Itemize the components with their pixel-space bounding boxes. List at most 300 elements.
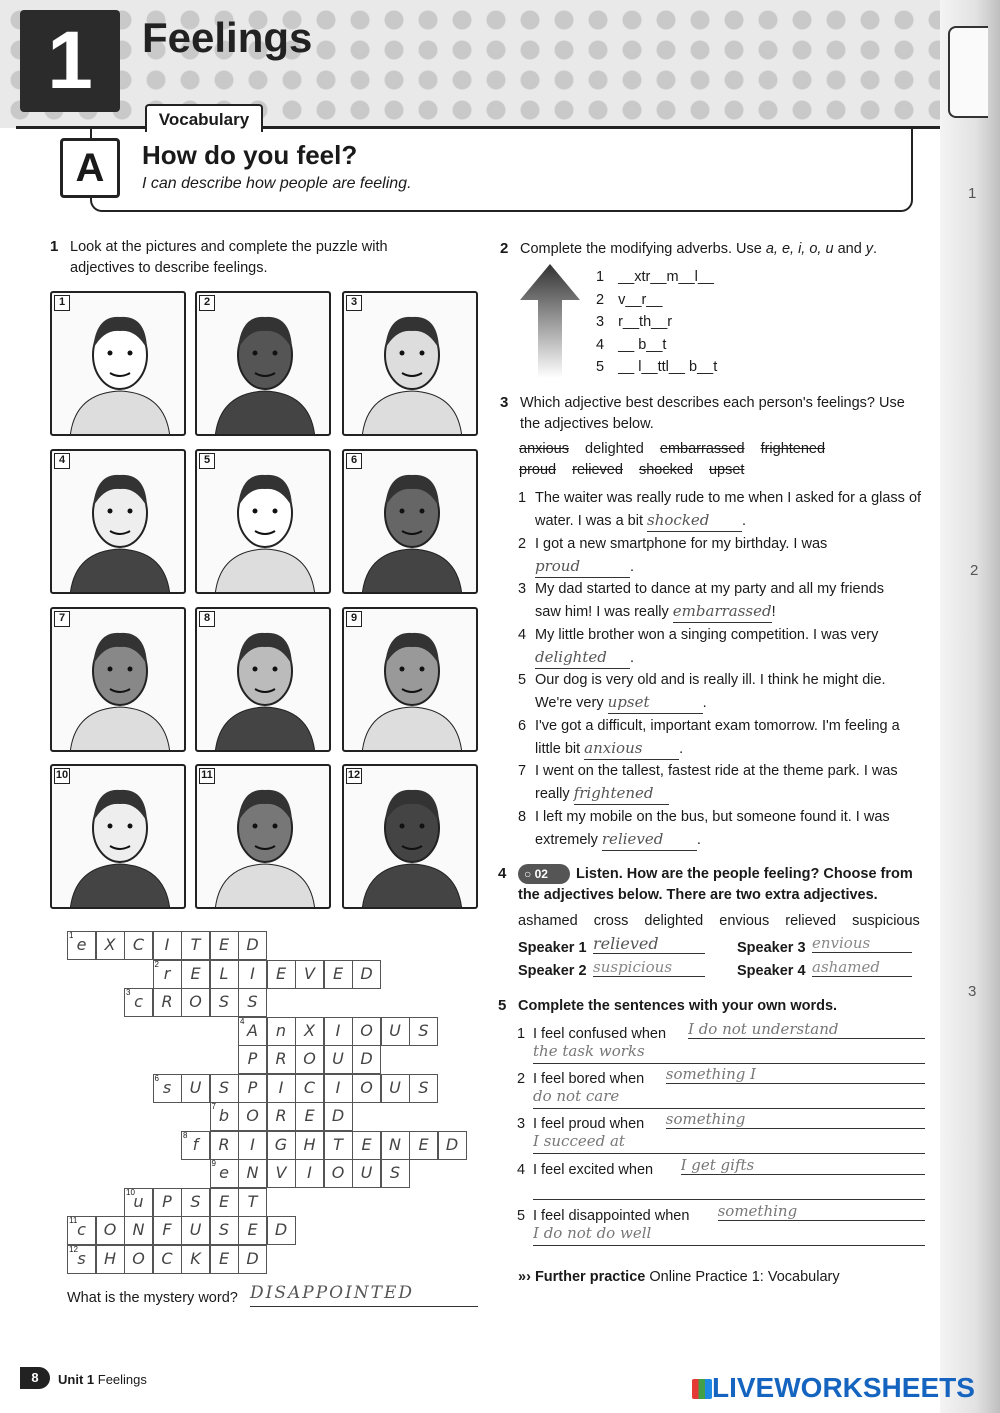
logo-grid-icon	[692, 1379, 712, 1399]
side-number: 3	[968, 983, 977, 1000]
crossword-letter: O	[360, 1077, 373, 1097]
crossword-letter: N	[132, 1220, 145, 1239]
crossword-cell[interactable]	[238, 1017, 267, 1046]
ex3-word-box-row2	[519, 460, 756, 481]
crossword-cell[interactable]	[267, 1017, 296, 1046]
crossword-cell[interactable]	[181, 1245, 210, 1274]
ex3-item-text: I left my mobile on the bus, but someone found it. I was	[535, 809, 890, 825]
word-embarrassed: embarrassed	[659, 441, 745, 457]
crossword-letter: V	[275, 1163, 287, 1182]
ex3-item-text: little bit	[535, 741, 585, 757]
speaker-2-label: Speaker 2	[518, 963, 587, 979]
crossword-cell[interactable]	[238, 960, 267, 989]
picture-number: 2	[199, 295, 215, 311]
crossword-cell[interactable]	[295, 1102, 324, 1131]
item-number: 4	[596, 336, 605, 353]
crossword-cell[interactable]	[409, 1131, 438, 1160]
clue-number: 8	[183, 1130, 188, 1140]
person-illustration-icon	[344, 609, 478, 752]
crossword-cell[interactable]	[295, 1131, 324, 1160]
picture-3	[342, 291, 478, 436]
ex3-word-box-row1	[519, 439, 837, 460]
crossword-letter: D	[360, 1049, 373, 1068]
crossword-letter: H	[103, 1248, 117, 1268]
crossword-letter: G	[274, 1134, 288, 1154]
crossword-cell[interactable]	[295, 1159, 324, 1188]
speaker-3-answer[interactable]: envious	[812, 934, 912, 953]
crossword-cell[interactable]	[409, 1017, 438, 1046]
picture-11	[195, 764, 331, 909]
person-illustration-icon	[52, 609, 186, 752]
crossword-cell[interactable]	[210, 960, 239, 989]
crossword-letter: D	[331, 1106, 345, 1125]
crossword-letter: U	[189, 1220, 202, 1239]
gapped-word: __xtr__m__l__	[618, 269, 714, 285]
crossword-cell[interactable]	[96, 931, 125, 960]
crossword-cell[interactable]	[352, 1017, 381, 1046]
ex3-answer-field[interactable]: embarrassed	[673, 601, 772, 623]
ex5-answer-line-2[interactable]: do not care	[533, 1087, 925, 1109]
crossword-cell[interactable]	[381, 1074, 410, 1103]
crossword-letter: O	[103, 1220, 117, 1239]
mystery-word-label: What is the mystery word?	[67, 1290, 238, 1306]
crossword-letter: U	[360, 1163, 373, 1182]
side-number: 1	[968, 185, 977, 202]
crossword-letter: A	[247, 1020, 258, 1040]
crossword-cell[interactable]	[96, 1245, 125, 1274]
crossword-letter: D	[445, 1134, 459, 1154]
crossword-cell[interactable]	[295, 960, 324, 989]
crossword-letter: S	[218, 992, 230, 1011]
person-illustration-icon	[52, 293, 186, 436]
crossword-letter: I	[307, 1163, 312, 1182]
crossword-letter: R	[218, 1134, 230, 1154]
ex5-item-number: 3	[517, 1116, 526, 1132]
crossword-cell[interactable]	[124, 988, 153, 1017]
crossword-letter: T	[190, 935, 201, 954]
word-cross: cross	[593, 913, 629, 929]
crossword-letter: E	[218, 935, 230, 954]
clue-number: 6	[154, 1073, 159, 1083]
crossword-letter: C	[303, 1077, 316, 1097]
crossword-letter: U	[332, 1049, 344, 1068]
crossword-letter: O	[331, 1163, 345, 1182]
crossword-letter: O	[360, 1020, 373, 1040]
ex5-prompt: I feel proud when	[533, 1116, 645, 1132]
picture-2	[195, 291, 331, 436]
speaker-2-answer[interactable]: suspicious	[593, 958, 705, 977]
ex4-number: 4	[498, 865, 507, 882]
crossword-letter: O	[303, 1049, 316, 1068]
track-number: 02	[534, 867, 548, 881]
ex3-item-number: 6	[518, 718, 527, 734]
crossword-letter: b	[218, 1106, 230, 1125]
crossword-cell[interactable]	[181, 1074, 210, 1103]
further-practice-link[interactable]: Online Practice 1: Vocabulary	[649, 1269, 840, 1285]
crossword-cell[interactable]	[324, 1017, 353, 1046]
picture-number: 1	[54, 295, 70, 311]
crossword-cell[interactable]	[267, 1074, 296, 1103]
crossword-cell[interactable]	[409, 1074, 438, 1103]
crossword-cell[interactable]	[324, 1074, 353, 1103]
lesson-letter-badge: A	[60, 138, 120, 198]
word-delighted: delighted	[644, 913, 704, 929]
ex3-item-text: I've got a difficult, important exam tomorrow. I'm feeling a	[535, 718, 900, 734]
crossword-cell[interactable]	[267, 1045, 296, 1074]
item-number: 3	[596, 314, 605, 330]
ex2-item[interactable]	[596, 357, 717, 378]
double-arrow-icon: »›	[518, 1269, 531, 1285]
crossword-cell[interactable]	[181, 1188, 210, 1217]
ex5-prompt: I feel disappointed when	[533, 1208, 690, 1224]
crossword-cell[interactable]	[153, 1188, 182, 1217]
crossword-letter: U	[389, 1077, 401, 1097]
crossword-letter: D	[246, 1248, 259, 1268]
ex2-item[interactable]	[596, 290, 662, 311]
crossword-letter: X	[104, 935, 116, 954]
person-illustration-icon	[197, 451, 331, 594]
crossword-cell[interactable]	[67, 1216, 96, 1245]
person-illustration-icon	[52, 766, 186, 909]
ex2-instruction: Complete the modifying adverbs. Use a, e, i, o, u and y.	[520, 241, 878, 257]
crossword-cell[interactable]	[381, 1159, 410, 1188]
ex5-answer-line-2[interactable]: I do not do well	[533, 1224, 925, 1246]
crossword-letter: D	[274, 1220, 288, 1239]
crossword-cell[interactable]	[124, 1216, 153, 1245]
unit-number-badge: 1	[20, 10, 120, 112]
crossword-letter: P	[247, 1077, 258, 1097]
crossword-cell[interactable]	[267, 1131, 296, 1160]
crossword-cell[interactable]	[352, 1159, 381, 1188]
crossword-cell[interactable]	[153, 988, 182, 1017]
ex5-item-number: 5	[517, 1208, 526, 1224]
crossword-cell[interactable]	[210, 931, 239, 960]
crossword-cell[interactable]	[153, 1245, 182, 1274]
word-relieved: relieved	[572, 462, 623, 478]
crossword-cell[interactable]	[181, 1131, 210, 1160]
crossword-cell[interactable]	[153, 931, 182, 960]
crossword-letter: E	[218, 1248, 230, 1268]
ex3-item-punctuation: !	[771, 604, 776, 620]
picture-number: 3	[346, 295, 362, 311]
crossword-letter: r	[163, 963, 171, 983]
ex3-item-line2	[535, 783, 669, 805]
crossword-letter: e	[219, 1163, 229, 1182]
ex5-answer-line-2[interactable]	[533, 1178, 925, 1200]
ex3-item-number: 7	[518, 763, 527, 779]
ex3-item-text: We're very	[535, 695, 608, 711]
crossword-cell[interactable]	[295, 1045, 324, 1074]
ex2-item[interactable]	[596, 312, 672, 333]
ex5-answer-line-2[interactable]: the task works	[533, 1042, 925, 1064]
ex3-item-number: 5	[518, 672, 527, 688]
ex5-answer-line-1[interactable]: something	[666, 1110, 925, 1129]
crossword-letter: E	[304, 1106, 315, 1125]
picture-number: 5	[199, 453, 215, 469]
crossword-cell[interactable]	[324, 1159, 353, 1188]
word-upset: upset	[708, 462, 745, 478]
ex5-prompt: I feel excited when	[533, 1162, 654, 1178]
ex3-item-number: 3	[518, 581, 527, 597]
ex1-number: 1	[50, 238, 59, 255]
ex3-number: 3	[500, 394, 509, 411]
crossword-cell[interactable]	[238, 1131, 267, 1160]
crossword-cell[interactable]	[238, 1102, 267, 1131]
ex3-item-text: Our dog is very old and is really ill. I think he might die.	[535, 672, 886, 688]
clue-number: 4	[240, 1016, 245, 1026]
picture-6	[342, 449, 478, 594]
crossword-cell[interactable]	[124, 1188, 153, 1217]
crossword-letter: R	[275, 1049, 287, 1068]
crossword-cell[interactable]	[352, 960, 381, 989]
person-illustration-icon	[344, 451, 478, 594]
crossword-cell[interactable]	[181, 960, 210, 989]
ex5-answer-line-1[interactable]: I do not understand	[688, 1020, 925, 1039]
crossword-cell[interactable]	[438, 1131, 467, 1160]
item-number: 1	[596, 269, 605, 285]
crossword-letter: I	[250, 963, 255, 983]
ex3-item-text: I got a new smartphone for my birthday. I was	[535, 536, 828, 552]
lesson-title: How do you feel?	[142, 140, 358, 170]
ex5-prompt: I feel bored when	[533, 1071, 645, 1087]
crossword-letter: O	[246, 1106, 259, 1125]
page-edge-tab	[948, 26, 988, 118]
clue-number: 10	[126, 1187, 135, 1197]
crossword-letter: S	[418, 1077, 429, 1097]
crossword-cell[interactable]	[124, 1245, 153, 1274]
ex2-item[interactable]	[596, 335, 666, 356]
crossword-letter: U	[189, 1077, 202, 1097]
further-practice-label: Further practice	[534, 1269, 646, 1285]
crossword-letter: S	[218, 1077, 230, 1097]
crossword-cell[interactable]	[153, 1074, 182, 1103]
picture-8	[195, 607, 331, 752]
ex3-item-text: My little brother won a singing competition. I was very	[535, 627, 879, 643]
ex3-item-line2	[535, 692, 707, 714]
crossword-cell[interactable]	[181, 1216, 210, 1245]
crossword-letter: u	[133, 1191, 144, 1211]
ex5-answer-line-2[interactable]: I succeed at	[533, 1132, 925, 1154]
crossword-letter: E	[218, 1191, 230, 1211]
crossword-cell[interactable]	[267, 960, 296, 989]
crossword-letter: E	[332, 963, 344, 983]
clue-number: 7	[211, 1102, 216, 1111]
ex3-item-number: 8	[518, 809, 527, 825]
gapped-word: __ l__ttl__ b__t	[618, 359, 718, 375]
crossword-cell[interactable]	[267, 1216, 296, 1245]
crossword-cell[interactable]	[210, 1131, 239, 1160]
ex5-answer-line-1[interactable]: I get gifts	[681, 1156, 925, 1175]
crossword-letter: S	[247, 992, 258, 1011]
crossword-cell[interactable]	[324, 960, 353, 989]
speaker-4-answer[interactable]: ashamed	[812, 958, 912, 977]
crossword-letter: O	[132, 1248, 145, 1268]
crossword-letter: S	[418, 1020, 429, 1040]
crossword-letter: S	[190, 1191, 201, 1211]
ex3-item-text: The waiter was really rude to me when I asked for a glass of	[535, 490, 922, 506]
ex3-item-text: extremely	[535, 832, 602, 848]
crossword-cell[interactable]	[295, 1017, 324, 1046]
crossword-letter: c	[77, 1220, 86, 1239]
picture-number: 11	[199, 768, 215, 784]
item-number: 2	[596, 291, 605, 308]
liveworksheets-logo: LIVEWORKSHEETS	[692, 1372, 975, 1404]
crossword-letter: I	[335, 1077, 341, 1097]
picture-number: 10	[54, 768, 70, 784]
word-proud: proud	[519, 462, 557, 478]
crossword-cell[interactable]	[238, 1188, 267, 1217]
crossword-letter: D	[360, 963, 373, 983]
ex4-word-box	[518, 911, 932, 932]
crossword-cell[interactable]	[381, 1131, 410, 1160]
crossword-cell[interactable]	[210, 988, 239, 1017]
ex3-item-punctuation: .	[630, 559, 635, 575]
crossword-cell[interactable]	[324, 1045, 353, 1074]
crossword-cell[interactable]	[181, 988, 210, 1017]
ex5-instruction: Complete the sentences with your own words.	[518, 998, 838, 1014]
crossword-cell[interactable]	[210, 1216, 239, 1245]
picture-4	[50, 449, 186, 594]
ex3-instruction: Which adjective best describes each person's feelings? Use the adjectives below.	[520, 395, 905, 432]
crossword-cell[interactable]	[238, 1045, 267, 1074]
ex3-answer-field[interactable]: shocked	[647, 510, 742, 532]
word-ashamed: ashamed	[518, 913, 578, 929]
person-illustration-icon	[344, 293, 478, 436]
crossword-cell[interactable]	[324, 1102, 353, 1131]
crossword-cell[interactable]	[267, 1159, 296, 1188]
picture-number: 6	[346, 453, 362, 469]
ex3-item-text: water. I was a bit	[535, 513, 648, 529]
headphones-icon: ○	[524, 867, 532, 881]
crossword-letter: I	[250, 1134, 255, 1154]
ex5-item-number: 4	[517, 1162, 526, 1178]
picture-number: 7	[54, 611, 70, 627]
section-tab-vocabulary: Vocabulary	[145, 104, 263, 132]
crossword-letter: I	[335, 1020, 341, 1040]
picture-7	[50, 607, 186, 752]
word-frightened: frightened	[760, 441, 826, 457]
crossword-cell[interactable]	[238, 988, 267, 1017]
ex3-answer-field[interactable]: relieved	[602, 829, 697, 851]
crossword-cell[interactable]	[238, 1074, 267, 1103]
header-pattern-background	[0, 0, 940, 128]
further-practice	[518, 1267, 840, 1288]
crossword-letter: S	[218, 1220, 230, 1239]
gapped-word: v__r__	[618, 291, 663, 308]
word-relieved: relieved	[785, 913, 837, 929]
ex4-instruction: Listen. How are the people feeling? Choose from the adjectives below. There are two extra adjectives.	[518, 866, 913, 903]
picture-5	[195, 449, 331, 594]
crossword-cell[interactable]	[67, 931, 96, 960]
crossword-letter: s	[162, 1077, 172, 1097]
crossword-cell[interactable]	[210, 1074, 239, 1103]
crossword-letter: R	[161, 992, 173, 1011]
crossword-cell[interactable]	[352, 1074, 381, 1103]
page-number: 8	[20, 1367, 50, 1389]
crossword-letter: H	[303, 1134, 316, 1154]
picture-number: 4	[54, 453, 70, 469]
ex3-answer-field[interactable]: proud	[535, 556, 630, 578]
crossword-letter: I	[278, 1077, 284, 1097]
crossword-cell[interactable]	[210, 1245, 239, 1274]
crossword-letter: S	[389, 1163, 401, 1182]
crossword-letter: T	[333, 1134, 343, 1154]
ex5-prompt: I feel confused when	[533, 1026, 667, 1042]
crossword-cell[interactable]	[210, 1102, 239, 1131]
crossword-letter: V	[304, 963, 315, 983]
crossword-cell[interactable]	[352, 1045, 381, 1074]
ex3-item-line2	[535, 510, 746, 532]
ex3-answer-field[interactable]: anxious	[584, 738, 679, 760]
crossword-letter: E	[190, 963, 201, 983]
ex3-item-line2	[535, 738, 683, 760]
gapped-word: __ b__t	[618, 336, 667, 353]
ex3-item-text: really	[535, 786, 574, 802]
crossword-letter: L	[219, 963, 229, 983]
crossword-cell[interactable]	[153, 1216, 182, 1245]
crossword-cell[interactable]	[352, 1131, 381, 1160]
ex3-answer-field[interactable]: upset	[608, 692, 703, 714]
ex2-number: 2	[500, 240, 509, 257]
crossword-letter: f	[192, 1134, 199, 1154]
ex3-item-line2	[535, 601, 776, 623]
speaker-1-label: Speaker 1	[518, 940, 587, 956]
crossword-cell[interactable]	[124, 931, 153, 960]
crossword-cell[interactable]	[324, 1131, 353, 1160]
ex3-item-number: 1	[518, 490, 527, 506]
crossword-cell[interactable]	[67, 1245, 96, 1274]
crossword-cell[interactable]	[96, 1216, 125, 1245]
clue-number: 2	[154, 959, 159, 969]
crossword-cell[interactable]	[181, 931, 210, 960]
ex1-instruction: Look at the pictures and complete the puzzle with adjectives to describe feelings.	[70, 239, 388, 276]
person-illustration-icon	[344, 766, 478, 909]
picture-12	[342, 764, 478, 909]
picture-number: 8	[199, 611, 215, 627]
gapped-word: r__th__r	[618, 314, 673, 330]
crossword-letter: I	[164, 935, 170, 954]
crossword-cell[interactable]	[153, 960, 182, 989]
crossword-letter: E	[275, 963, 287, 983]
footer-unit-title: Feelings	[97, 1372, 147, 1387]
lesson-subtitle: I can describe how people are feeling.	[142, 175, 412, 192]
crossword-cell[interactable]	[238, 1159, 267, 1188]
crossword-cell[interactable]	[267, 1102, 296, 1131]
ex5-answer-line-1[interactable]: something	[718, 1202, 925, 1221]
crossword-cell[interactable]	[238, 931, 267, 960]
ex5-answer-line-1[interactable]: something I	[666, 1065, 925, 1084]
unit-title: Feelings	[142, 14, 313, 61]
ex5-item-number: 1	[517, 1026, 526, 1042]
crossword-cell[interactable]	[238, 1245, 267, 1274]
word-anxious: anxious	[519, 441, 569, 457]
speaker-3-label: Speaker 3	[737, 940, 806, 956]
ex2-item[interactable]	[596, 267, 714, 288]
crossword-cell[interactable]	[295, 1074, 324, 1103]
crossword-cell[interactable]	[238, 1216, 267, 1245]
crossword-letter: D	[246, 935, 259, 954]
clue-number: 1	[69, 931, 74, 940]
mystery-word-answer[interactable]: DISAPPOINTED	[250, 1283, 478, 1307]
crossword-cell[interactable]	[210, 1159, 239, 1188]
ex3-answer-field[interactable]: delighted	[535, 647, 630, 669]
crossword-cell[interactable]	[381, 1017, 410, 1046]
crossword-cell[interactable]	[210, 1188, 239, 1217]
ex3-answer-field[interactable]: frightened	[574, 783, 669, 805]
ex3-item-punctuation: .	[742, 513, 747, 529]
speaker-1-answer[interactable]: relieved	[593, 934, 705, 954]
word-shocked: shocked	[638, 462, 693, 478]
